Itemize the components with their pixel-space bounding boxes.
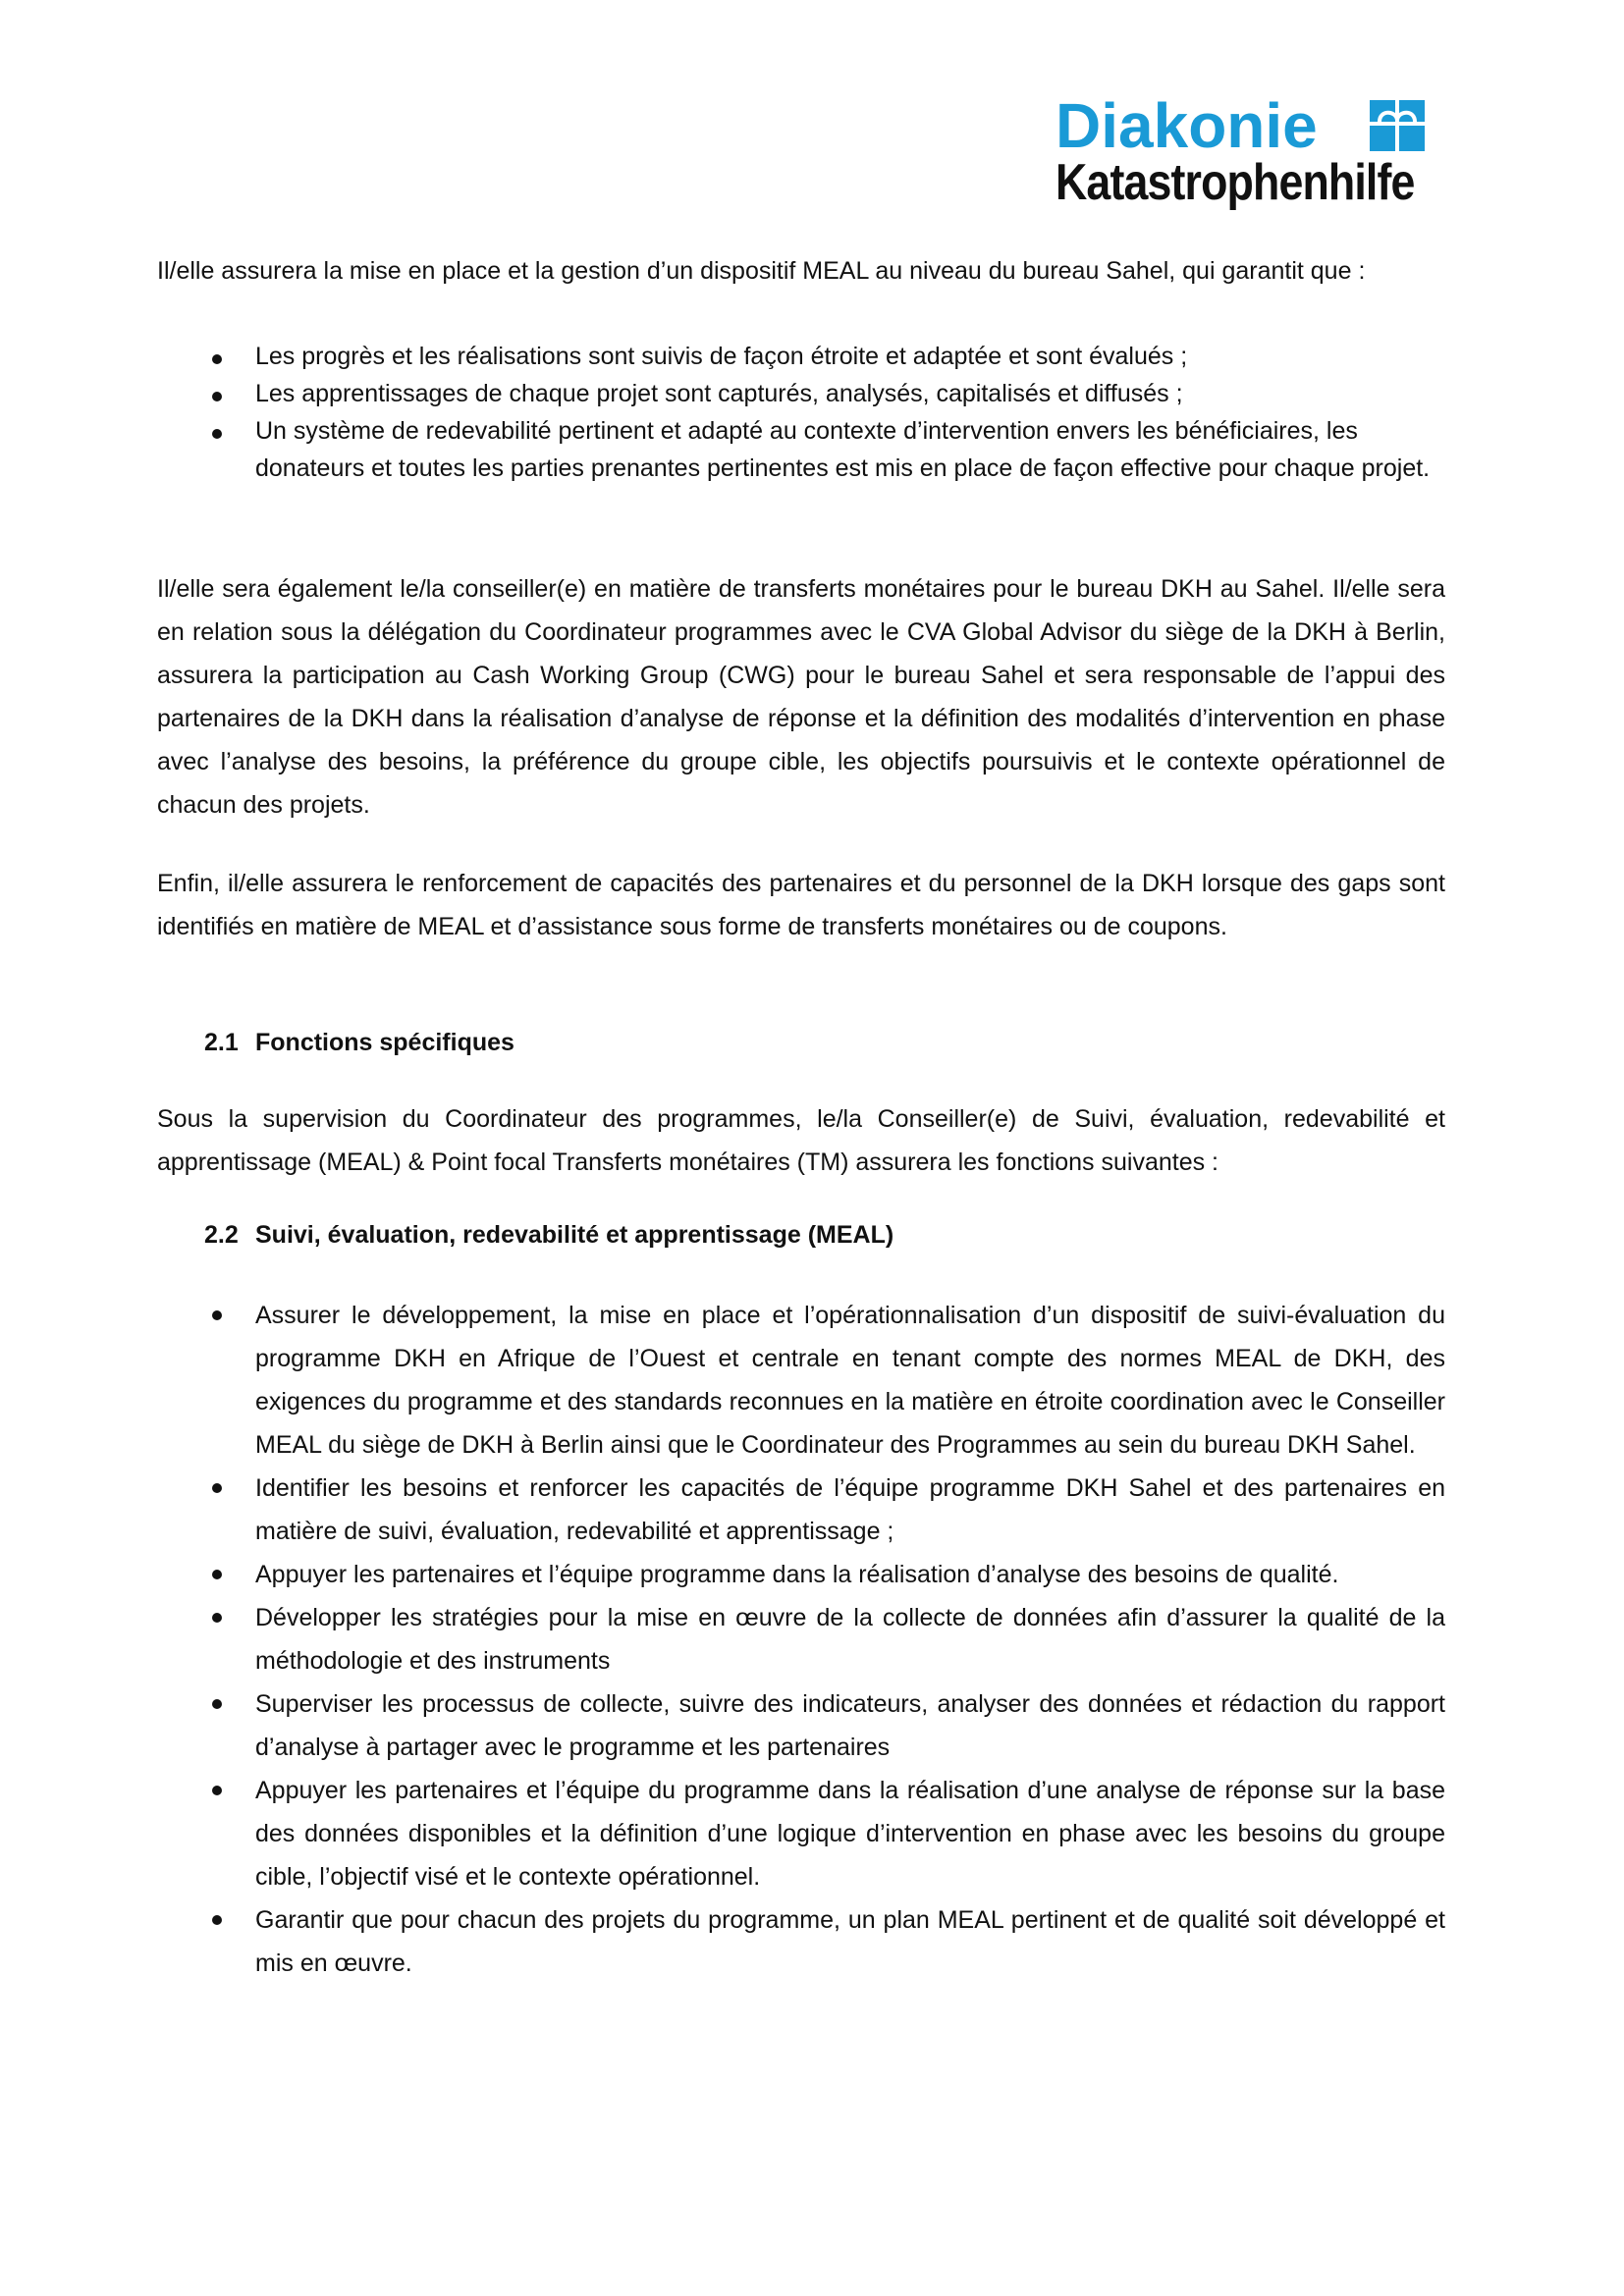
- section-heading-2-1: [204, 1023, 514, 1062]
- list-item: Assurer le développement, la mise en place et l’opérationnalisation d’un dispositif de suivi-évaluation du programme DKH en Afrique de l’Ouest et centrale en tenant compte des normes MEAL de DKH, des exigences du programme et des standards reconnues en la matière en étroite coordination avec le Conseiller MEAL du siège de DKH à Berlin ainsi que le Coordinateur des Programmes au sein du bureau DKH Sahel.: [157, 1294, 1445, 1467]
- section-heading-2-2: [204, 1215, 893, 1255]
- bullet-icon: [212, 1786, 222, 1795]
- diakonie-cross-icon: [1370, 100, 1425, 151]
- intro-paragraph-block: [157, 249, 1445, 293]
- list-item: Les progrès et les réalisations sont suivis de façon étroite et adaptée et sont évalués ;: [157, 338, 1445, 375]
- section-title: Suivi, évaluation, redevabilité et apprentissage (MEAL): [255, 1221, 894, 1249]
- bullet-icon: [212, 429, 222, 439]
- bullet-icon: [212, 1915, 222, 1925]
- list-item: Appuyer les partenaires et l’équipe du programme dans la réalisation d’une analyse de réponse sur la base des données disponibles et la définition d’une logique d’intervention en phase avec les besoins du groupe cible, l’objectif visé et le contexte opérationnel.: [157, 1769, 1445, 1898]
- diakonie-logo: [1056, 90, 1448, 222]
- list-item: Superviser les processus de collecte, suivre des indicateurs, analyser des données et rédaction du rapport d’analyse à partager avec le programme et les partenaires: [157, 1682, 1445, 1769]
- list-item: Garantir que pour chacun des projets du programme, un plan MEAL pertinent et de qualité soit développé et mis en œuvre.: [157, 1898, 1445, 1985]
- capacity-paragraph: Enfin, il/elle assurera le renforcement de capacités des partenaires et du personnel de la DKH lorsque des gaps sont identifiés en matière de MEAL et d’assistance sous forme de transferts monétaires ou de coupons.: [157, 870, 1445, 940]
- section-2-1-paragraph-block: [157, 1097, 1445, 1184]
- intro-bullet-list: [157, 338, 1445, 487]
- list-item: Appuyer les partenaires et l’équipe programme dans la réalisation d’analyse des besoins de qualité.: [157, 1553, 1445, 1596]
- cash-transfer-paragraph-block: [157, 567, 1445, 827]
- section-number: 2.1: [204, 1029, 239, 1056]
- capacity-paragraph-block: [157, 862, 1445, 948]
- logo-sub-text: Katastrophenhilfe: [1056, 154, 1415, 211]
- list-item: Un système de redevabilité pertinent et adapté au contexte d’intervention envers les bénéficiaires, les donateurs et toutes les parties prenantes pertinentes est mis en place de façon effective pour chaque projet.: [157, 412, 1445, 487]
- list-item: Identifier les besoins et renforcer les capacités de l’équipe programme DKH Sahel et des partenaires en matière de suivi, évaluation, redevabilité et apprentissage ;: [157, 1467, 1445, 1553]
- cash-transfer-paragraph: Il/elle sera également le/la conseiller(e) en matière de transferts monétaires pour le bureau DKH au Sahel. Il/elle sera en relation sous la délégation du Coordinateur programmes avec le CVA Global Advisor du siège de la DKH à Berlin, assurera la participation au Cash Working Group (CWG) pour le bureau Sahel et sera responsable de l’appui des partenaires de la DKH dans la réalisation d’analyse de réponse et la définition des modalités d’intervention en phase avec l’analyse des besoins, la préférence du groupe cible, les objectifs poursuivis et le contexte opérationnel de chacun des projets.: [157, 575, 1445, 819]
- intro-paragraph: Il/elle assurera la mise en place et la gestion d’un dispositif MEAL au niveau du bureau Sahel, qui garantit que :: [157, 257, 1366, 285]
- section-number: 2.2: [204, 1221, 239, 1249]
- list-item: Les apprentissages de chaque projet sont capturés, analysés, capitalisés et diffusés ;: [157, 375, 1445, 412]
- bullet-icon: [212, 1699, 222, 1709]
- bullet-icon: [212, 392, 222, 401]
- bullet-icon: [212, 1613, 222, 1623]
- list-item: Développer les stratégies pour la mise en œuvre de la collecte de données afin d’assurer la qualité de la méthodologie et des instruments: [157, 1596, 1445, 1682]
- bullet-icon: [212, 1483, 222, 1493]
- bullet-icon: [212, 354, 222, 364]
- section-2-2-bullet-list: [157, 1294, 1445, 1985]
- section-title: Fonctions spécifiques: [255, 1029, 514, 1056]
- section-2-1-paragraph: Sous la supervision du Coordinateur des programmes, le/la Conseiller(e) de Suivi, évaluation, redevabilité et apprentissage (MEAL) & Point focal Transferts monétaires (TM) assurera les fonctions suivantes :: [157, 1105, 1445, 1176]
- bullet-icon: [212, 1570, 222, 1579]
- bullet-icon: [212, 1310, 222, 1320]
- logo-brand-text: Diakonie: [1056, 90, 1318, 161]
